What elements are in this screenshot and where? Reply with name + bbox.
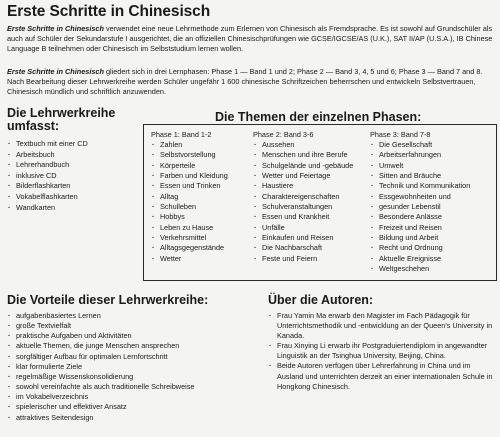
list-item: · Charaktereigenschaften — [253, 192, 368, 202]
list-item: · sowohl vereinfachte als auch traditionelle Schreibweise — [7, 382, 262, 392]
intro-1-title: Erste Schritte in Chinesisch — [7, 24, 104, 33]
list-item: · inklusive CD — [7, 171, 139, 182]
list-item: · Frau Yamin Ma erwarb den Magister im Fach Pädagogik für Unterrichtsmethodik und -entwicklung an der Queen's University in Kanada. — [268, 311, 496, 341]
list-item: · große Textvielfalt — [7, 321, 262, 331]
list-item: · Haustiere — [253, 181, 368, 191]
intro-2-title: Erste Schritte in Chinesisch — [7, 67, 104, 76]
list-item: · Arbeitserfahrungen — [370, 150, 494, 160]
list-item: · Technik und Kommunikation — [370, 181, 494, 191]
list-item: · Selbstvorstellung — [151, 150, 249, 160]
list-item: · Aktuelle Ereignisse — [370, 254, 494, 264]
features-heading-line1: Die Lehrwerkreihe — [7, 106, 116, 120]
list-item: · Hobbys — [151, 212, 249, 222]
themes-column-phase-2 — [253, 130, 368, 264]
phase-3-heading: Phase 3: Band 7-8 — [370, 130, 431, 139]
themes-column-phase-3 — [370, 130, 494, 274]
features-list — [7, 139, 139, 213]
list-item: · attraktives Seitendesign — [7, 413, 262, 423]
list-item: · Körperteile — [151, 161, 249, 171]
list-item: · Textbuch mit einer CD — [7, 139, 139, 150]
list-item: · aktuelle Themen, die junge Menschen ansprechen — [7, 341, 262, 351]
list-item: · Schulgelände und -gebäude — [253, 161, 368, 171]
list-item: · Wandkarten — [7, 203, 139, 214]
list-item: · Lehrerhandbuch — [7, 160, 139, 171]
list-item: · gesunder Lebenstil — [370, 202, 494, 212]
list-item: · Sitten and Bräuche — [370, 171, 494, 181]
list-item: · Schulveranstaltungen — [253, 202, 368, 212]
list-item: · Besondere Anlässe — [370, 212, 494, 222]
list-item: · Umwelt — [370, 161, 494, 171]
list-item: · Unfälle — [253, 223, 368, 233]
themes-column-phase-1 — [151, 130, 249, 264]
authors-list — [268, 311, 496, 392]
list-item: · aufgabenbasiertes Lernen — [7, 311, 262, 321]
list-item: · Feste und Feiern — [253, 254, 368, 264]
list-item: · Einkaufen und Reisen — [253, 233, 368, 243]
intro-2-text: gliedert sich in drei Lernphasen: Phase 1 — Band 1 und 2; Phase 2 — Band 3, 4, 5 und 6; Phase 3 — Band 7 and 8. Nach Bearbeitung dieser Lehrwerkreihe werden Schüler ungefähr 1 600 chinesische Schriftzeichen beherrschen und entwickeln Selbstvertrauen, Chinesisch mündlich und schriftlich anzuwenden. — [7, 67, 483, 96]
list-item: · Arbeitsbuch — [7, 150, 139, 161]
themes-box — [143, 124, 497, 281]
list-item: · Wetter und Feiertage — [253, 171, 368, 181]
list-item: · praktische Aufgaben und Aktivitäten — [7, 331, 262, 341]
list-item: · Schulleben — [151, 202, 249, 212]
list-item: · Weltgeschehen — [370, 264, 494, 274]
list-item: · Alltag — [151, 192, 249, 202]
list-item: · Aussehen — [253, 140, 368, 150]
features-heading-line2: umfasst: — [7, 119, 60, 133]
list-item: · Vokabelflashkarten — [7, 192, 139, 203]
list-item: · sorgfältiger Aufbau für optimalen Lernfortschritt — [7, 352, 262, 362]
list-item: · Freizeit und Reisen — [370, 223, 494, 233]
list-item: · Die Nachbarschaft — [253, 243, 368, 253]
list-item: · Bildung und Arbeit — [370, 233, 494, 243]
list-item: · Alltagsgegenstände — [151, 243, 249, 253]
phase-3-list — [370, 140, 494, 274]
list-item: · Menschen und ihre Berufe — [253, 150, 368, 160]
page-title: Erste Schritte in Chinesisch — [7, 3, 211, 20]
phase-2-list — [253, 140, 368, 264]
list-item: · Verkehrsmittel — [151, 233, 249, 243]
list-item: · spielerischer und effektiver Ansatz — [7, 402, 262, 412]
phase-2-heading: Phase 2: Band 3-6 — [253, 130, 314, 139]
list-item: · Essen und Trinken — [151, 181, 249, 191]
list-item: · Wetter — [151, 254, 249, 264]
list-item: · klar formulierte Ziele — [7, 362, 262, 372]
authors-heading: Über die Autoren: — [268, 293, 374, 307]
list-item: · Die Gesellschaft — [370, 140, 494, 150]
phase-1-list — [151, 140, 249, 264]
advantages-heading: Die Vorteile dieser Lehrwerkreihe: — [7, 293, 209, 307]
intro-paragraph-2 — [7, 67, 495, 96]
list-item: · regelmäßige Wissenskonsolidierung — [7, 372, 262, 382]
list-item: · Beide Autoren verfügen über Lehrerfahrung in China und im Ausland und unterrichten derzeit an einer internationalen Schule in Hongkong Chinesisch. — [268, 361, 496, 391]
intro-paragraph-1 — [7, 24, 495, 53]
list-item: · Bilderflashkarten — [7, 181, 139, 192]
list-item: · Essen und Krankheit — [253, 212, 368, 222]
intro-1-text: verwendet eine neue Lehrmethode zum Erlernen von Chinesisch als Fremdsprache. Es ist sowohl auf Grundschüler als auch auf Schüler der Sekundarstufe I ausgerichtet, die an offiziellen Chinesischprüfungen wie GCSE/IGCSE/AS (U.K.), SAT II/AP (U.S.A.), IB Chinese Language B teilnehmen oder Chinesisch im Selbststudium lernen wollen. — [7, 24, 493, 53]
list-item: · Essgewohnheiten und — [370, 192, 494, 202]
list-item: · im Vokabelverzeichnis — [7, 392, 262, 402]
features-heading — [7, 107, 115, 133]
list-item: · Farben und Kleidung — [151, 171, 249, 181]
list-item: · Leben zu Hause — [151, 223, 249, 233]
list-item: · Zahlen — [151, 140, 249, 150]
list-item: · Recht und Ordnung — [370, 243, 494, 253]
list-item: · Frau Xinying Li erwarb ihr Postgraduiertendiplom in angewandter Linguistik an der Tsinghua University, Beijing, China. — [268, 341, 496, 361]
advantages-list — [7, 311, 262, 423]
phase-1-heading: Phase 1: Band 1-2 — [151, 130, 212, 139]
themes-heading: Die Themen der einzelnen Phasen: — [215, 110, 422, 124]
